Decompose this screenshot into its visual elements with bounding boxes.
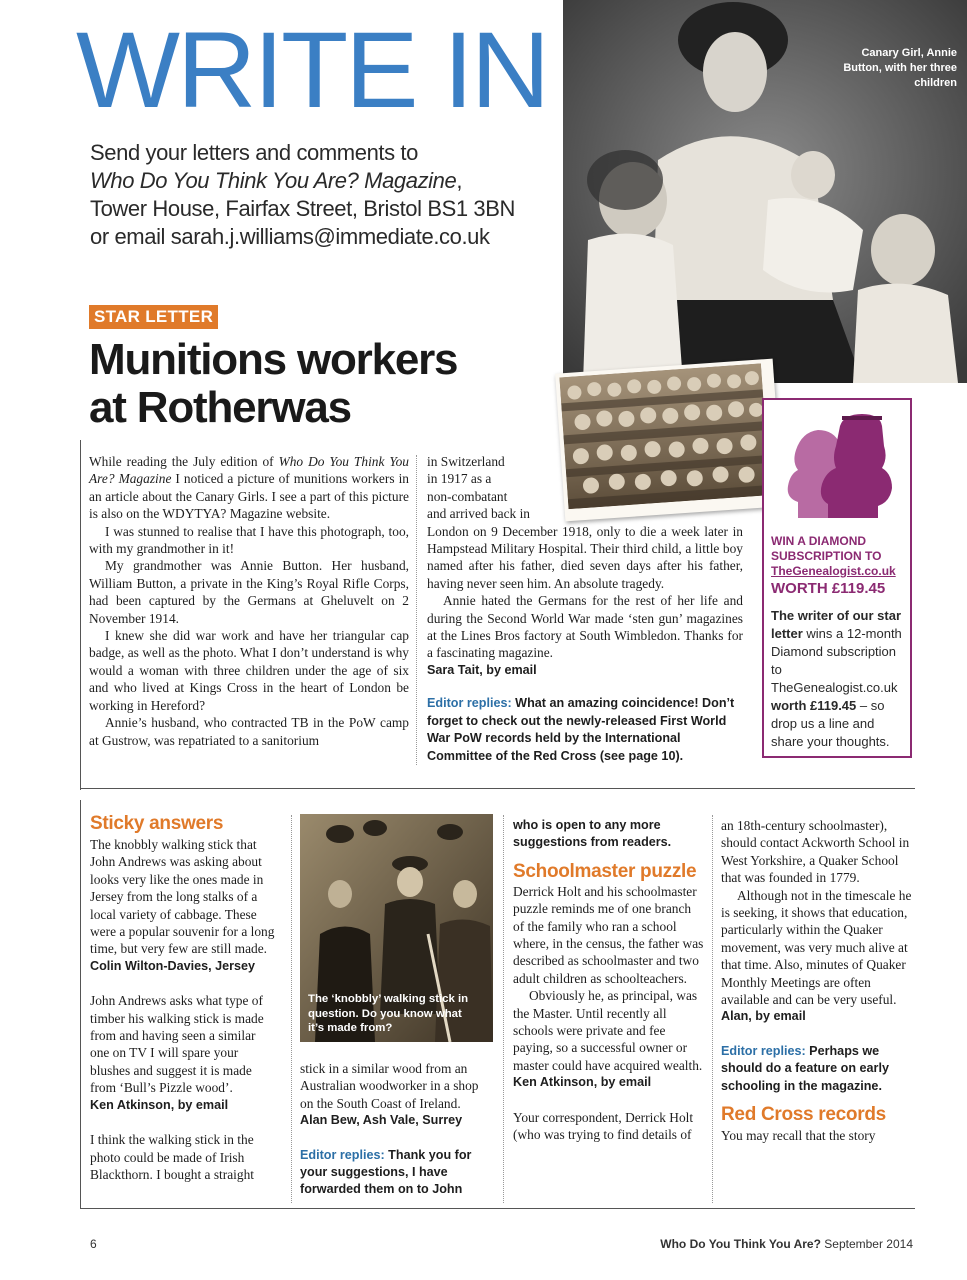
column-divider xyxy=(291,815,292,1203)
section-heading: Schoolmaster puzzle xyxy=(513,860,697,882)
email-address[interactable]: or email sarah.j.williams@immediate.co.uk xyxy=(90,224,490,249)
letter-signature: Colin Wilton-Davies, Jersey xyxy=(90,958,256,973)
bottom-column-2 xyxy=(300,1060,495,1199)
footer-magazine: Who Do You Think You Are? September 2014 xyxy=(660,1237,913,1251)
prize-worth: WORTH £119.45 xyxy=(771,580,886,597)
letter-paragraph: London on 9 December 1918, only to die a week later in Hampstead Military Hospital. Their third child, a little boy named after his father, died seven days after his father, having never seen him. An absolute tragedy. xyxy=(427,523,743,591)
page-number: 6 xyxy=(90,1237,97,1251)
bottom-column-4 xyxy=(721,817,913,1145)
letter-signature: Alan Bew, Ash Vale, Surrey xyxy=(300,1113,463,1128)
postal-address: Tower House, Fairfax Street, Bristol BS1 3BN xyxy=(90,196,516,221)
letter-paragraph: Although not in the timescale he is seeking, it shows that education, particularly within the Quaker movement, was very much alive at that time. Also, minutes of Quaker Monthly Meetings are often available and can be very useful. xyxy=(721,887,912,1008)
prize-description: The writer of our star letter wins a 12-month Diamond subscription to TheGenealogist.co.uk worth £119.45 – so drop us a line and share your thoughts. xyxy=(771,608,902,749)
family-photo xyxy=(563,0,967,383)
page-title: WRITE IN xyxy=(76,9,548,130)
letter-paragraph: an 18th-century schoolmaster), should contact Ackworth School in West Yorkshire, a Quaker School that was founded in 1779. xyxy=(721,818,910,886)
sticky-answers-column xyxy=(90,812,278,1183)
letter-signature: Alan, by email xyxy=(721,1009,806,1024)
photo-caption: Canary Girl, Annie Button, with her three children xyxy=(843,47,957,89)
prize-line-1: WIN A DIAMOND xyxy=(771,534,867,548)
letter-signature: Ken Atkinson, by email xyxy=(90,1097,229,1112)
editor-reply: Editor replies: Perhaps we should do a feature on early schooling in the magazine. xyxy=(721,1043,889,1093)
prize-box xyxy=(762,398,912,758)
editor-reply: Editor replies: What an amazing coincidence! Don’t forget to check out the newly-released First World War PoW records held by the International Committee of the Red Cross (see page 10). xyxy=(427,696,735,763)
letter-paragraph: stick in a similar wood from an Australian woodworker in a shop on the South Coast of Ireland. xyxy=(300,1061,479,1111)
editor-reply-continued: who is open to any more suggestions from readers. xyxy=(513,818,672,850)
letter-paragraph: Derrick Holt and his schoolmaster puzzle reminds me of one branch of the family who ran a school where, in the census, the father was described as schoolmaster and two adult children as schoolteachers. xyxy=(513,883,704,986)
star-letter-badge: STAR LETTER xyxy=(89,305,218,329)
letter-paragraph: Obviously he, as principal, was the Master. Until recently all schools were private and fee paying, so a successful owner or master could have acquired wealth. xyxy=(513,988,703,1073)
letter-paragraph: Annie’s husband, who contracted TB in the PoW camp at Gustrow, was repatriated to a sanitorium xyxy=(89,715,409,748)
letter-paragraph: My grandmother was Annie Button. Her husband, William Button, a private in the King’s Royal Rifle Corps, had been captured by the Germans at Gheluvelt on 2 November 1914. xyxy=(89,558,409,626)
letter-paragraph: I think the walking stick in the photo could be made of Irish Blackthorn. I bought a straight xyxy=(90,1132,255,1182)
prize-site: TheGenealogist.co.uk xyxy=(771,564,896,578)
letter-paragraph: Your correspondent, Derrick Holt (who was trying to find details of xyxy=(513,1109,694,1143)
left-rule-bottom xyxy=(80,800,81,1208)
column-divider xyxy=(712,815,713,1203)
bottom-rule xyxy=(80,1208,915,1209)
section-divider xyxy=(80,788,915,789)
column-divider xyxy=(503,815,504,1203)
submission-info xyxy=(90,139,560,251)
letter-paragraph: John Andrews asks what type of timber his walking stick is made from and having seen a similar one on TV I will spare your blushes and suggest it is made from ‘Bull’s Pizzle wood’. xyxy=(90,993,264,1096)
star-letter-headline: Munitions workers at Rotherwas xyxy=(89,335,458,432)
letter-paragraph: You may recall that the story xyxy=(721,1128,876,1144)
left-rule xyxy=(80,440,81,790)
star-letter-column-1 xyxy=(89,453,409,749)
schoolmaster-column xyxy=(513,817,705,1144)
genealogist-logo xyxy=(778,406,898,524)
munitions-workers-photo xyxy=(555,359,783,522)
photo-caption: The ‘knobbly’ walking stick in question. Do you know what it’s made from? xyxy=(308,993,469,1034)
column-divider xyxy=(416,455,417,765)
letter-signature: Sara Tait, by email xyxy=(427,662,537,677)
letter-paragraph: Annie hated the Germans for the rest of her life and during the Second World War made ‘sten gun’ magazines at the Lines Bros factory at South Wimbledon. Thanks for a fascinating magazine. xyxy=(427,593,743,661)
letter-paragraph: The knobbly walking stick that John Andrews was asking about looks very like the ones made in Jersey from the long stalks of a local variety of cabbage. These were a popular souvenir for a long time, but very few are still made. xyxy=(90,837,275,957)
walking-stick-photo xyxy=(300,814,493,1042)
star-letter-column-2: in Switzerland in 1917 as a non-combatant and arrived back in London on 9 December 1918, only to die a week later in Hampstead Military Hospital. Their third child, a little boy named after his father, died seven days after his father, having never seen him. An absolute tragedy. Annie hated the Germans for the rest of her life and during the Second World War made ‘sten gun’ magazines at the Lines Bros factory at South Wimbledon. Thanks for a fascinating magazine. Sara Tait, by email Editor replies: What an amazing coincidence! Don’t forget to check out the newly-released First World War PoW records held by the International Committee of the Red Cross (see page 10). xyxy=(427,453,743,765)
letter-paragraph: While reading the July edition of Who Do You Think You Are? Magazine I noticed a picture of munitions workers in an article about the Canary Girls. I see a part of this picture is also on the WDYTYA? Magazine website. xyxy=(89,454,409,522)
section-heading: Sticky answers xyxy=(90,813,224,834)
letter-signature: Ken Atkinson, by email xyxy=(513,1075,652,1090)
letter-paragraph: I knew she did war work and have her triangular cap badge, as well as the photo. What I don’t understand is why would a woman with three children under the age of six and who lived at Kings Cross in the heart of London be working in Hereford? xyxy=(89,628,409,713)
magazine-name: Who Do You Think You Are? Magazine xyxy=(90,168,457,193)
intro-line-1: Send your letters and comments to xyxy=(90,140,418,165)
editor-reply: Editor replies: Thank you for your suggestions, I have forwarded them on to John xyxy=(300,1147,472,1197)
letter-paragraph: I was stunned to realise that I have this photograph, too, with my grandmother in it! xyxy=(89,523,409,557)
intro-line-2: Who Do You Think You Are? Magazine, xyxy=(90,168,463,193)
prize-line-2: SUBSCRIPTION TO xyxy=(771,549,882,563)
section-heading: Red Cross records xyxy=(721,1104,886,1126)
